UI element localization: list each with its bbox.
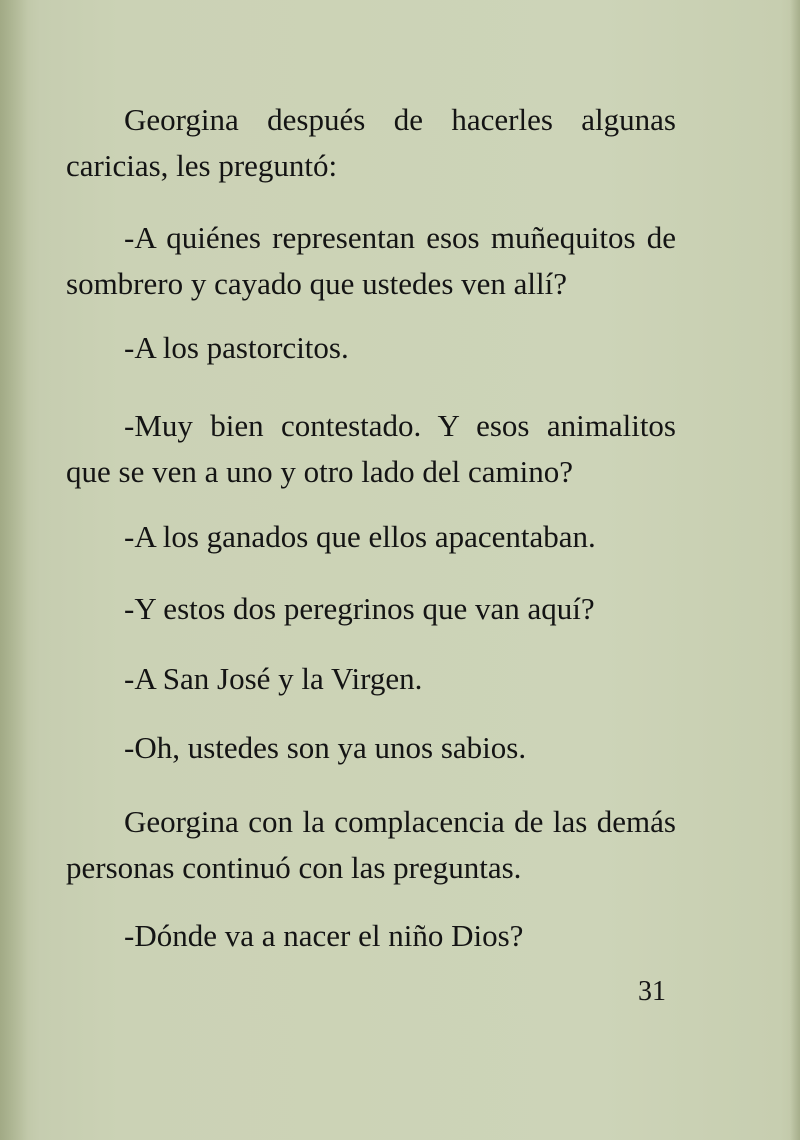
paragraph-3: -A los pastorcitos.	[124, 330, 349, 365]
paragraph-9: Georgina con la complacencia de las demás personas continuó con las preguntas.	[66, 804, 676, 885]
paragraph-4: -Muy bien contestado. Y esos animalitos que se ven a uno y otro lado del camino?	[66, 408, 676, 489]
paragraph-8: -Oh, ustedes son ya unos sabios.	[124, 730, 527, 765]
paragraph-5: -A los ganados que ellos apacentaban.	[124, 519, 596, 554]
page-left-shadow	[0, 0, 28, 1140]
paragraph-10: -Dónde va a nacer el niño Dios?	[124, 918, 524, 953]
paragraph-1: Georgina después de hacerles algunas caricias, les preguntó:	[66, 102, 676, 183]
paragraph-7: -A San José y la Virgen.	[124, 661, 423, 696]
paragraph-2: -A quiénes representan esos muñequitos de sombrero y cayado que ustedes ven allí?	[66, 220, 676, 301]
paragraph-6: -Y estos dos peregrinos que van aquí?	[124, 591, 595, 626]
page-number: 31	[638, 976, 666, 1007]
page-right-shadow	[790, 0, 800, 1140]
